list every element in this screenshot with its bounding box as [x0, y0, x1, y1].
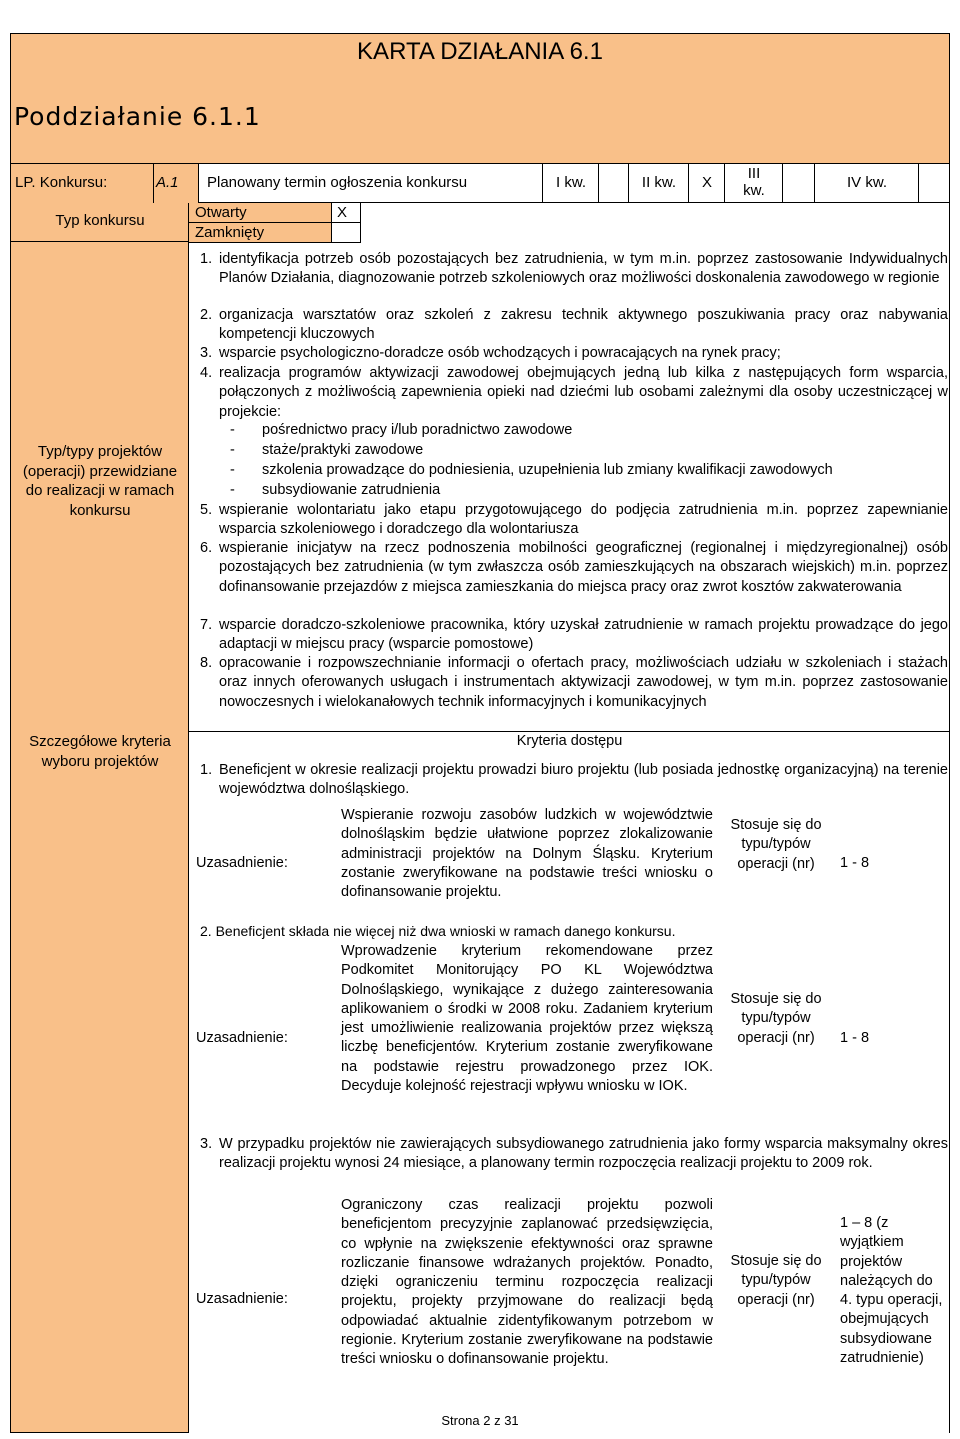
- planned-label-cell: [199, 164, 543, 203]
- applies-range: 1 – 8 (z wyjątkiem projektów należących do 4. typu operacji, obejmujących subsydiowane zatrudnienie): [840, 1215, 943, 1367]
- left-label-column: [10, 203, 189, 1433]
- q3-mark-cell: [783, 164, 815, 203]
- lp-label-cell: [11, 164, 154, 203]
- page-number: Strona 2 z 31: [441, 1413, 519, 1428]
- subaction-title: Poddziałanie 6.1.1: [14, 102, 261, 131]
- content-right-border: [949, 203, 950, 1433]
- justification-text: Wspieranie rozwoju zasobów ludzkich w województwie dolnośląskim będzie ułatwione poprzez zlokalizowanie administracji projektów na Dolnym Śląsku. Kryterium zostanie zweryfikowane na podstawie treści wniosku o dofinansowanie projektu.: [341, 807, 713, 901]
- item-number: 7.: [200, 617, 213, 633]
- q2-cell: [629, 164, 689, 203]
- item-text: wspieranie wolontariatu jako etapu przygotowującego do podjęcia zatrudnienia m.in. poprzez zapewnianie wsparcia szkoleniowego i doradczego dla wolontariusza: [219, 502, 948, 538]
- item-text: wsparcie doradczo-szkoleniowe pracownika, który uzyskał zatrudnienie w ramach projektu prowadzące do jego adaptacji w miejscu pracy (wsparcie pomostowe): [219, 617, 948, 653]
- card-title: KARTA DZIAŁANIA 6.1: [357, 38, 603, 65]
- q3-label: III kw.: [743, 165, 765, 199]
- item-text: wsparcie psychologiczno-doradcze osób wchodzących i powracających na rynek pracy;: [219, 345, 781, 361]
- open-mark-cell: [332, 203, 361, 223]
- criterion-body: W przypadku projektów nie zawierających subsydiowanego zatrudnienia jako formy wsparcia maksymalny okres realizacji projektu wynosi 24 miesiące, a planowany termin rozpoczęcia realizacji projektu to 2009 rok.: [219, 1136, 948, 1172]
- applies-range: 1 - 8: [840, 1030, 870, 1046]
- applies-range: 1 - 8: [840, 855, 870, 871]
- planned-label: Planowany termin ogłoszenia konkursu: [207, 174, 468, 191]
- applies-to: Stosuje się do typu/typów operacji (nr): [730, 817, 822, 872]
- list-item: [200, 364, 948, 422]
- criterion-number: 3.: [200, 1136, 213, 1152]
- list-item: [200, 539, 948, 597]
- criteria-label: Szczegółowe kryteria wyboru projektów: [29, 733, 171, 770]
- item-text: organizacja warsztatów oraz szkoleń z zakresu technik aktywnego poszukiwania pracy oraz nabywania kompetencji kluczowych: [219, 307, 948, 343]
- justification-text: Ograniczony czas realizacji projektu pozwoli beneficjentom precyzyjnie zaplanować przedsięwzięcia, co wpłynie na zwiększenie efektywności oraz sprawne rozliczanie finansowe wdrażanych projektów. Ponadto, dzięki ograniczeniu terminu rozpoczęcia realizacji projektu, projekty przyjmowane do realizacji będą odpowiadać aktualnie zidentyfikowanym potrzebom w regionie. Kryterium zostanie zweryfikowane na podstawie treści wniosku o dofinansowanie projektu.: [341, 1197, 713, 1368]
- item-number: 6.: [200, 540, 213, 556]
- left-divider: [11, 241, 189, 242]
- q2-mark: X: [701, 174, 712, 191]
- criterion-body: Beneficjent w okresie realizacji projektu prowadzi biuro projektu (lub posiada jednostkę organizacyjną) na terenie województwa dolnośląskiego.: [219, 762, 948, 798]
- typ-konkursu-label: Typ konkursu: [55, 212, 145, 229]
- criteria-divider: [189, 731, 950, 732]
- q2-label: II kw.: [641, 174, 677, 191]
- list-item: [200, 250, 948, 289]
- criterion-number: 2.: [200, 923, 212, 939]
- applies-to: Stosuje się do typu/typów operacji (nr): [730, 1253, 822, 1308]
- bullet-dash: -: [230, 462, 235, 478]
- criteria-heading: Kryteria dostępu: [516, 733, 623, 749]
- lp-row: [10, 163, 950, 203]
- item-number: 5.: [200, 502, 213, 518]
- criterion-text: [200, 1135, 948, 1174]
- justification-label: Uzasadnienie:: [196, 1291, 288, 1307]
- item-number: 8.: [200, 655, 213, 671]
- justification-label: Uzasadnienie:: [196, 855, 288, 871]
- closed-label-cell: [189, 223, 332, 243]
- list-item: [200, 344, 948, 363]
- competition-type-table: [189, 203, 361, 241]
- q4-mark-cell: [919, 164, 949, 203]
- closed-label: Zamknięty: [195, 224, 265, 241]
- bullet-text: staże/praktyki zawodowe: [262, 442, 424, 458]
- lp-value: A.1: [156, 174, 179, 191]
- bullet-text: subsydiowanie zatrudnienia: [262, 482, 441, 498]
- item-text: realizacja programów aktywizacji zawodowej obejmujących jedną lub kilka z następujących form wsparcia, połączonych z możliwością zapewnienia opieki nad dziećmi lub osobami zależnymi dla osoby uczestniczącej w projekcie:: [219, 365, 948, 420]
- bullet-text: pośrednictwo pracy i/lub poradnictwo zawodowe: [262, 422, 573, 438]
- item-number: 1.: [200, 251, 213, 267]
- bullet-text: szkolenia prowadzące do podniesienia, uzupełnienia lub zmiany kwalifikacji zawodowych: [262, 462, 833, 478]
- list-item: [200, 654, 948, 712]
- header-block: [10, 33, 950, 163]
- lp-label: LP. Konkursu:: [15, 174, 108, 191]
- list-item: [200, 306, 948, 345]
- q4-cell: [815, 164, 919, 203]
- item-number: 2.: [200, 307, 213, 323]
- q3-cell: [725, 164, 783, 203]
- bullet-dash: -: [230, 422, 235, 438]
- closed-mark-cell: [332, 223, 361, 243]
- item-number: 3.: [200, 345, 213, 361]
- item-number: 4.: [200, 365, 213, 381]
- item-text: wspieranie inicjatyw na rzecz podnoszenia mobilności geograficznej (regionalnej i międzyregionalnej) osób pozostających bez zatrudnienia (w tym zwłaszcza osób zamieszkujących na obszarach wiejskich) m.in. poprzez dofinansowanie przejazdów z miejsca zamieszkania do miejsca pracy oraz zwrot kosztów zakwaterowania: [219, 540, 948, 595]
- q1-mark-cell: [599, 164, 629, 203]
- q4-label: IV kw.: [846, 174, 887, 191]
- open-label: Otwarty: [195, 204, 247, 221]
- list-item: [200, 616, 948, 655]
- bullet-dash: -: [230, 442, 235, 458]
- criterion-number: 1.: [200, 762, 213, 778]
- q2-mark-cell: [689, 164, 725, 203]
- applies-to: Stosuje się do typu/typów operacji (nr): [730, 991, 822, 1046]
- project-types-label: Typ/typy projektów (operacji) przewidziane do realizacji w ramach konkursu: [22, 443, 178, 519]
- item-text: identyfikacja potrzeb osób pozostających bez zatrudnienia, w tym m.in. poprzez zastosowanie Indywidualnych Planów Działania, diagnozowanie potrzeb szkoleniowych oraz możliwości doskonalenia zawodowego w regionie: [219, 251, 948, 287]
- q1-label: I kw.: [555, 174, 586, 191]
- item-text: opracowanie i rozpowszechnianie informacji o ofertach pracy, możliwościach udziału w szkoleniach i stażach oraz innych oferowanych usługach i instrumentach aktywizacji zawodowej, w tym m.in. poprzez zastosowanie nowoczesnych i wielokanałowych technik informacyjnych i komunikacyjnych: [219, 655, 948, 710]
- open-mark: X: [336, 204, 347, 221]
- list-item: [200, 501, 948, 540]
- bullet-dash: -: [230, 482, 235, 498]
- justification-label: Uzasadnienie:: [196, 1030, 288, 1046]
- lp-value-cell: [154, 164, 199, 203]
- criterion-text: [200, 922, 760, 941]
- open-label-cell: [189, 203, 332, 223]
- criterion-body: Beneficjent składa nie więcej niż dwa wnioski w ramach danego konkursu.: [215, 923, 676, 939]
- criterion-text: [200, 761, 948, 800]
- justification-text: Wprowadzenie kryterium rekomendowane przez Podkomitet Monitorujący PO KL Województwa Dolnośląskiego, wynikające z dużego zainteresowania aplikowaniem o środki w 2008 roku. Zadaniem kryterium jest umożliwienie realizowania projektów przez większą liczbę beneficjentów. Kryterium zostanie zweryfikowane na podstawie rejestru prowadzonego przez IOK. Decyduje kolejność rejestracji wpływu wniosku w IOK.: [341, 943, 713, 1095]
- q1-cell: [543, 164, 599, 203]
